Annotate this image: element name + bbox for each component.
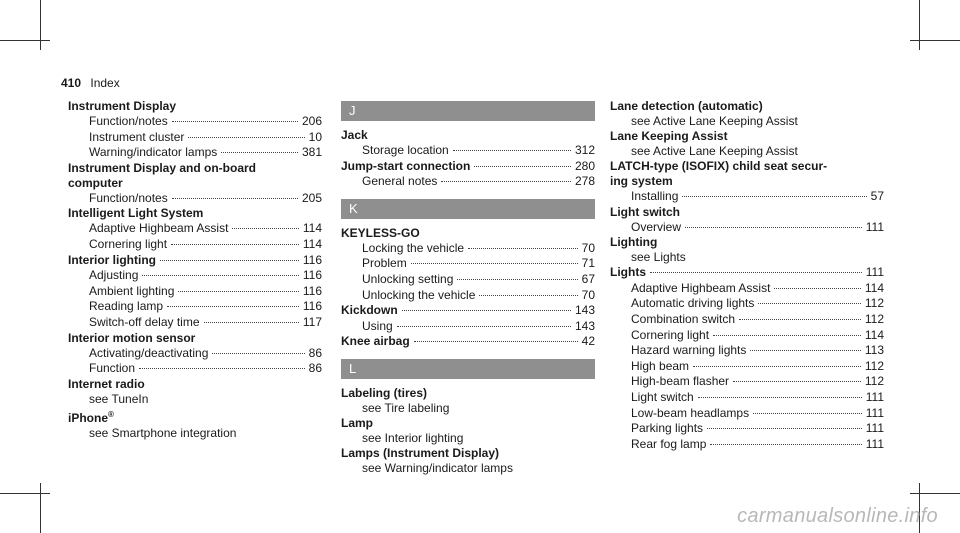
index-entry	[68, 407, 322, 441]
entry-text: Adaptive Highbeam Assist	[631, 280, 771, 295]
index-entry	[610, 159, 884, 205]
page-ref: 111	[865, 421, 884, 436]
entry-text: Unlocking setting	[362, 271, 454, 286]
page-ref: 206	[301, 114, 322, 128]
entry-heading	[341, 334, 595, 350]
crop-mark	[919, 0, 920, 50]
index-entry	[341, 226, 595, 303]
leader-dots	[232, 228, 298, 229]
page-ref: 116	[302, 268, 322, 283]
page-ref: 280	[574, 158, 595, 173]
see-reference: see Active Lane Keeping Assist	[631, 114, 798, 128]
crop-mark	[0, 40, 50, 41]
letter-header-l: L	[341, 359, 595, 379]
leader-dots	[178, 291, 298, 292]
page-ref: 111	[865, 405, 884, 420]
leader-dots	[139, 368, 305, 369]
sub-entry	[610, 421, 884, 437]
entry-text: Problem	[362, 256, 407, 271]
sub-entry	[68, 130, 322, 146]
page-ref: 112	[864, 311, 884, 326]
leader-dots	[758, 303, 860, 304]
sub-entry	[68, 346, 322, 362]
entry-heading	[341, 159, 595, 175]
sub-entry	[341, 143, 595, 159]
page-ref: 114	[302, 221, 322, 236]
sub-entry	[68, 191, 322, 207]
page-ref: 116	[302, 299, 322, 314]
watermark: carmanualsonline.info	[737, 505, 938, 527]
entry-heading: Instrument Display and on-board	[68, 160, 257, 175]
page-ref: 205	[301, 190, 322, 205]
leader-dots	[693, 366, 861, 367]
index-entry	[610, 99, 884, 129]
index-entry	[68, 253, 322, 331]
entry-text: Instrument cluster	[89, 129, 185, 144]
entry-text: Using	[362, 318, 393, 333]
sub-entry	[68, 361, 322, 377]
entry-text: Combination switch	[631, 311, 736, 326]
entry-text: Installing	[631, 189, 679, 203]
section-gap	[341, 350, 595, 357]
entry-text: Function	[89, 361, 136, 376]
sub-entry	[610, 390, 884, 406]
leader-dots	[685, 227, 862, 228]
index-column-3	[610, 99, 884, 452]
leader-dots	[453, 150, 571, 151]
entry-text: Rear fog lamp	[631, 436, 707, 451]
page-ref: 67	[581, 271, 595, 286]
see-reference: see TuneIn	[89, 391, 149, 406]
sub-entry	[610, 343, 884, 359]
page-ref: 112	[864, 296, 884, 311]
entry-heading: Lane detection (automatic)	[610, 99, 763, 113]
page-ref: 111	[865, 219, 884, 234]
leader-dots	[172, 121, 298, 122]
entry-text: Parking lights	[631, 421, 704, 436]
crop-mark	[910, 40, 960, 41]
index-entry	[341, 334, 595, 350]
see-reference: see Tire labeling	[362, 400, 450, 415]
entry-text: Reading lamp	[89, 299, 164, 314]
page-ref: 113	[864, 343, 884, 358]
leader-dots	[172, 198, 298, 199]
sub-entry	[610, 296, 884, 312]
entry-text: Lights	[610, 265, 646, 280]
leader-dots	[441, 181, 571, 182]
leader-dots	[142, 275, 298, 276]
leader-dots	[474, 166, 571, 167]
entry-heading	[610, 265, 884, 281]
entry-text: Activating/deactivating	[89, 345, 209, 360]
leader-dots	[171, 244, 299, 245]
index-entry	[68, 331, 322, 377]
leader-dots	[698, 397, 862, 398]
entry-text: Function/notes	[89, 114, 168, 128]
index-column-2	[341, 99, 595, 476]
index-entry	[341, 159, 595, 190]
sub-entry	[610, 281, 884, 297]
leader-dots	[753, 413, 862, 414]
entry-heading: LATCH-type (ISOFIX) child seat secur-	[610, 159, 828, 173]
registered-mark: ®	[108, 409, 114, 419]
letter-header-j: J	[341, 101, 595, 121]
entry-text: Jump-start connection	[341, 158, 471, 173]
index-entry	[341, 303, 595, 334]
index-entry	[341, 386, 595, 416]
index-entry	[68, 99, 322, 161]
leader-dots	[682, 196, 866, 197]
page-ref: 117	[302, 314, 322, 329]
leader-dots	[188, 137, 304, 138]
sub-entry	[341, 241, 595, 257]
page-ref: 111	[865, 265, 884, 280]
page-ref: 143	[574, 318, 595, 333]
sub-entry	[610, 189, 884, 205]
see-reference: see Lights	[631, 250, 686, 265]
leader-dots	[414, 341, 578, 342]
page-ref: 114	[864, 327, 884, 342]
page-ref: 312	[574, 143, 595, 157]
sub-entry	[341, 256, 595, 272]
entry-heading: Lamp	[341, 415, 374, 430]
index-entry	[341, 446, 595, 476]
page-ref: 86	[308, 361, 322, 376]
leader-dots	[204, 322, 299, 323]
see-reference: see Active Lane Keeping Assist	[631, 144, 798, 158]
entry-heading: Interior motion sensor	[68, 330, 196, 345]
entry-heading: Intelligent Light System	[68, 206, 204, 221]
page-ref: 111	[865, 436, 884, 451]
section-gap	[341, 190, 595, 197]
sub-entry	[610, 359, 884, 375]
entry-heading: ing system	[610, 174, 673, 188]
index-entry	[341, 416, 595, 446]
sub-entry	[68, 284, 322, 300]
sub-entry	[341, 319, 595, 335]
sub-entry	[610, 406, 884, 422]
sub-entry	[610, 220, 884, 236]
page-ref: 70	[581, 240, 595, 255]
entry-text: Function/notes	[89, 190, 168, 205]
entry-heading: Light switch	[610, 204, 680, 219]
entry-heading: computer	[68, 175, 123, 190]
index-entry	[68, 161, 322, 207]
page-ref: 42	[581, 334, 595, 349]
entry-text: Interior lighting	[68, 252, 156, 267]
page-ref: 86	[308, 345, 322, 360]
page-ref: 116	[302, 283, 322, 298]
entry-text: Cornering light	[631, 327, 710, 342]
page-ref: 143	[574, 303, 595, 318]
leader-dots	[411, 263, 578, 264]
sub-entry	[610, 328, 884, 344]
leader-dots	[167, 306, 299, 307]
leader-dots	[733, 381, 861, 382]
entry-text: High beam	[631, 358, 690, 373]
entry-text: High-beam flasher	[631, 374, 730, 389]
entry-heading: iPhone®	[68, 409, 114, 425]
page-header	[61, 76, 120, 90]
entry-heading: Labeling (tires)	[341, 385, 428, 400]
crop-mark	[910, 493, 960, 494]
entry-heading	[341, 303, 595, 319]
sub-entry	[68, 237, 322, 253]
sub-entry	[68, 268, 322, 284]
crop-mark	[40, 483, 41, 533]
leader-dots	[402, 310, 571, 311]
entry-text: Storage location	[362, 143, 449, 157]
sub-entry	[341, 272, 595, 288]
entry-text: Knee airbag	[341, 334, 410, 349]
page-ref: 70	[581, 287, 595, 302]
leader-dots	[713, 335, 861, 336]
entry-heading: Instrument Display	[68, 99, 177, 113]
index-entry	[341, 128, 595, 159]
entry-text: Switch-off delay time	[89, 314, 200, 329]
page-ref: 112	[864, 374, 884, 389]
index-entry	[610, 265, 884, 452]
entry-text: Locking the vehicle	[362, 240, 465, 255]
entry-text: Light switch	[631, 389, 694, 404]
entry-text: General notes	[362, 174, 438, 189]
crop-mark	[0, 493, 50, 494]
entry-heading: Lighting	[610, 235, 658, 250]
entry-text: Low-beam headlamps	[631, 405, 750, 420]
page-ref: 114	[302, 236, 322, 251]
leader-dots	[468, 248, 578, 249]
entry-text: Automatic driving lights	[631, 296, 755, 311]
page-ref: 111	[865, 389, 884, 404]
entry-heading: Lamps (Instrument Display)	[341, 445, 500, 460]
entry-heading: Lane Keeping Assist	[610, 129, 728, 143]
page-ref: 71	[581, 256, 595, 271]
page-ref: 278	[574, 174, 595, 189]
sub-entry	[68, 299, 322, 315]
index-entry	[68, 206, 322, 252]
section-title: Index	[90, 76, 120, 90]
page-number: 410	[61, 76, 82, 90]
leader-dots	[774, 288, 860, 289]
leader-dots	[397, 326, 571, 327]
sub-entry	[68, 145, 322, 161]
crop-mark	[40, 0, 41, 50]
leader-dots	[479, 295, 577, 296]
sub-entry	[610, 374, 884, 390]
index-column-1	[68, 99, 322, 441]
see-reference: see Interior lighting	[362, 430, 464, 445]
leader-dots	[707, 428, 862, 429]
leader-dots	[160, 260, 299, 261]
page-ref: 381	[301, 145, 322, 160]
letter-header-k: K	[341, 199, 595, 219]
leader-dots	[221, 152, 298, 153]
entry-text: Adaptive Highbeam Assist	[89, 221, 229, 236]
sub-entry	[610, 437, 884, 453]
see-reference: see Warning/indicator lamps	[362, 460, 513, 475]
index-entry	[68, 377, 322, 407]
sub-entry	[68, 221, 322, 237]
page-ref: 10	[308, 129, 322, 144]
entry-heading: Internet radio	[68, 376, 145, 391]
entry-text: Unlocking the vehicle	[362, 287, 476, 302]
entry-text: Adjusting	[89, 268, 139, 283]
leader-dots	[750, 350, 860, 351]
entry-text: Kickdown	[341, 303, 398, 318]
leader-dots	[710, 444, 861, 445]
entry-heading	[68, 253, 322, 269]
index-entry	[610, 235, 884, 265]
sub-entry	[610, 312, 884, 328]
see-reference: see Smartphone integration	[89, 425, 237, 440]
leader-dots	[650, 272, 862, 273]
index-entry	[610, 205, 884, 236]
entry-heading: KEYLESS-GO	[341, 225, 420, 240]
sub-entry	[68, 315, 322, 331]
entry-text: Overview	[631, 219, 682, 234]
index-entry	[610, 129, 884, 159]
entry-text: Ambient lighting	[89, 283, 175, 298]
entry-heading: Jack	[341, 128, 368, 142]
sub-entry	[341, 288, 595, 304]
page-ref: 112	[864, 358, 884, 373]
entry-text: Warning/indicator lamps	[89, 145, 218, 160]
page-ref: 57	[870, 189, 884, 203]
entry-text: Cornering light	[89, 236, 168, 251]
entry-text: Hazard warning lights	[631, 343, 747, 358]
leader-dots	[739, 319, 861, 320]
leader-dots	[212, 353, 304, 354]
page-ref: 114	[864, 280, 884, 295]
leader-dots	[457, 279, 577, 280]
page-ref: 116	[302, 252, 322, 267]
sub-entry	[341, 174, 595, 190]
sub-entry	[68, 114, 322, 130]
